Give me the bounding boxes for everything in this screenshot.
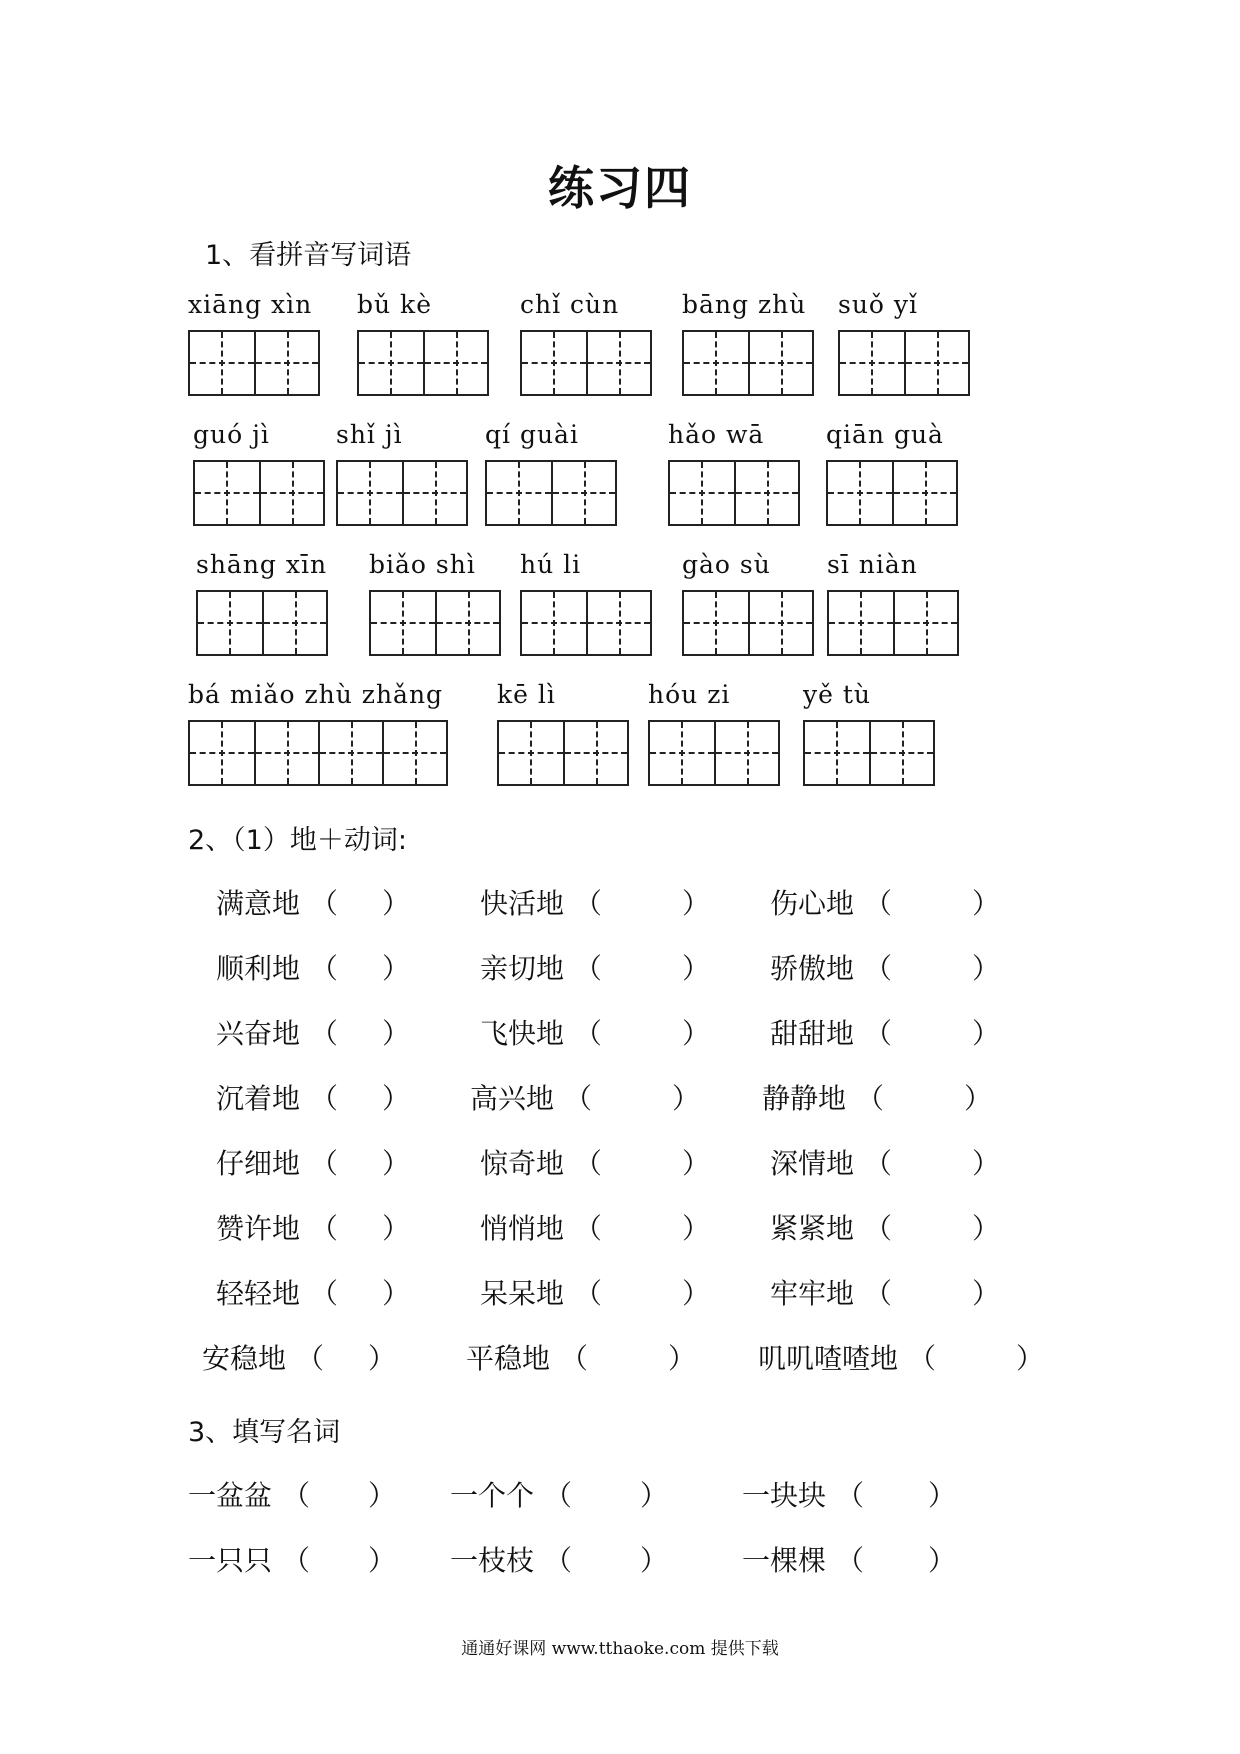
pinyin-label: qí guài: [485, 420, 579, 449]
word-label: 一棵棵: [742, 1544, 827, 1577]
tianzige-cell[interactable]: [586, 592, 650, 654]
answer-blank-open[interactable]: （: [574, 1017, 603, 1050]
answer-blank-open[interactable]: （: [310, 1147, 339, 1180]
answer-blank-close: ）: [972, 1147, 1001, 1180]
answer-blank-close: ）: [382, 887, 411, 920]
answer-blank-close: ）: [682, 1277, 711, 1310]
tianzige-cell[interactable]: [829, 592, 893, 654]
section1-heading: 1、看拼音写词语: [205, 240, 412, 271]
tianzige-cell[interactable]: [828, 462, 892, 524]
answer-blank-close: ）: [964, 1082, 993, 1115]
answer-blank-close: ）: [672, 1082, 701, 1115]
answer-blank-open[interactable]: （: [310, 1212, 339, 1245]
answer-blank-open[interactable]: （: [310, 1277, 339, 1310]
tianzige-cell[interactable]: [893, 592, 957, 654]
tianzige-cell[interactable]: [338, 462, 402, 524]
answer-blank-open[interactable]: （: [544, 1544, 573, 1577]
word-label: 仔细地: [216, 1147, 301, 1180]
answer-blank-open[interactable]: （: [282, 1544, 311, 1577]
answer-blank-close: ）: [382, 1147, 411, 1180]
word-label: 兴奋地: [216, 1017, 301, 1050]
answer-blank-close: ）: [640, 1544, 669, 1577]
tianzige-cell[interactable]: [190, 722, 254, 784]
pinyin-label: chǐ cùn: [520, 290, 620, 319]
answer-blank-close: ）: [382, 1082, 411, 1115]
word-label: 满意地: [216, 887, 301, 920]
answer-blank-close: ）: [682, 1017, 711, 1050]
answer-blank-close: ）: [382, 1017, 411, 1050]
tianzige-cell[interactable]: [684, 592, 748, 654]
answer-blank-close: ）: [368, 1342, 397, 1375]
tianzige-cell[interactable]: [318, 722, 382, 784]
answer-blank-open[interactable]: （: [574, 1212, 603, 1245]
section2-heading: 2、（1）地＋动词:: [188, 825, 407, 856]
pinyin-label: hóu zi: [648, 680, 731, 709]
tianzige-cell[interactable]: [892, 462, 956, 524]
answer-blank-close: ）: [368, 1544, 397, 1577]
word-label: 紧紧地: [770, 1212, 855, 1245]
word-label: 顺利地: [216, 952, 301, 985]
tianzige-cell[interactable]: [487, 462, 551, 524]
answer-blank-open[interactable]: （: [310, 1082, 339, 1115]
word-label: 牢牢地: [770, 1277, 855, 1310]
answer-blank-open[interactable]: （: [310, 1017, 339, 1050]
word-label: 一枝枝: [450, 1544, 535, 1577]
answer-blank-close: ）: [928, 1479, 957, 1512]
answer-blank-open[interactable]: （: [856, 1082, 885, 1115]
answer-blank-close: ）: [928, 1544, 957, 1577]
answer-blank-close: ）: [368, 1479, 397, 1512]
answer-blank-close: ）: [1016, 1342, 1045, 1375]
pinyin-label: biǎo shì: [369, 550, 476, 579]
pinyin-label: kē lì: [497, 680, 556, 709]
word-label: 呆呆地: [480, 1277, 565, 1310]
tianzige-cell[interactable]: [522, 592, 586, 654]
writing-grid[interactable]: [188, 330, 320, 396]
footer: 通通好课网 www.tthaoke.com 提供下载: [461, 1639, 779, 1659]
answer-blank-open[interactable]: （: [864, 1147, 893, 1180]
writing-grid[interactable]: [827, 590, 959, 656]
answer-blank-close: ）: [972, 1212, 1001, 1245]
answer-blank-open[interactable]: （: [574, 952, 603, 985]
tianzige-cell[interactable]: [684, 332, 748, 394]
answer-blank-open[interactable]: （: [836, 1479, 865, 1512]
writing-grid[interactable]: [826, 460, 958, 526]
pinyin-label: gào sù: [682, 550, 771, 579]
writing-grid[interactable]: [497, 720, 629, 786]
writing-grid[interactable]: [369, 590, 501, 656]
word-label: 亲切地: [480, 952, 565, 985]
word-label: 伤心地: [770, 887, 855, 920]
pinyin-label: shǐ jì: [336, 420, 403, 449]
pinyin-label: sī niàn: [827, 550, 918, 579]
answer-blank-open[interactable]: （: [864, 1212, 893, 1245]
pinyin-label: xiāng xìn: [188, 290, 313, 319]
pinyin-label: shāng xīn: [196, 550, 328, 579]
answer-blank-close: ）: [382, 1212, 411, 1245]
word-label: 深情地: [770, 1147, 855, 1180]
tianzige-cell[interactable]: [435, 592, 499, 654]
tianzige-cell[interactable]: [254, 332, 318, 394]
word-label: 一个个: [450, 1479, 535, 1512]
tianzige-cell[interactable]: [402, 462, 466, 524]
pinyin-label: bǔ kè: [357, 290, 432, 319]
tianzige-cell[interactable]: [714, 722, 778, 784]
word-label: 高兴地: [470, 1082, 555, 1115]
tianzige-cell[interactable]: [904, 332, 968, 394]
tianzige-cell[interactable]: [259, 462, 323, 524]
answer-blank-open[interactable]: （: [310, 887, 339, 920]
tianzige-cell[interactable]: [563, 722, 627, 784]
answer-blank-close: ）: [972, 887, 1001, 920]
answer-blank-close: ）: [682, 952, 711, 985]
writing-grid[interactable]: [682, 590, 814, 656]
answer-blank-close: ）: [682, 1147, 711, 1180]
tianzige-cell[interactable]: [670, 462, 734, 524]
writing-grid[interactable]: [336, 460, 468, 526]
writing-grid[interactable]: [682, 330, 814, 396]
word-label: 快活地: [480, 887, 565, 920]
tianzige-cell[interactable]: [650, 722, 714, 784]
writing-grid[interactable]: [196, 590, 328, 656]
answer-blank-open[interactable]: （: [836, 1544, 865, 1577]
answer-blank-close: ）: [640, 1479, 669, 1512]
answer-blank-open[interactable]: （: [574, 887, 603, 920]
word-label: 骄傲地: [770, 952, 855, 985]
word-label: 一只只: [188, 1544, 273, 1577]
word-label: 平稳地: [466, 1342, 551, 1375]
tianzige-cell[interactable]: [423, 332, 487, 394]
pinyin-label: hǎo wā: [668, 420, 765, 449]
answer-blank-open[interactable]: （: [864, 1277, 893, 1310]
tianzige-cell[interactable]: [190, 332, 254, 394]
tianzige-cell[interactable]: [748, 332, 812, 394]
answer-blank-close: ）: [668, 1342, 697, 1375]
tianzige-cell[interactable]: [371, 592, 435, 654]
tianzige-cell[interactable]: [262, 592, 326, 654]
writing-grid[interactable]: [520, 330, 652, 396]
answer-blank-open[interactable]: （: [310, 952, 339, 985]
writing-grid[interactable]: [838, 330, 970, 396]
pinyin-label: suǒ yǐ: [838, 290, 919, 319]
tianzige-cell[interactable]: [840, 332, 904, 394]
answer-blank-open[interactable]: （: [560, 1342, 589, 1375]
tianzige-cell[interactable]: [805, 722, 869, 784]
answer-blank-close: ）: [972, 1017, 1001, 1050]
tianzige-cell[interactable]: [382, 722, 446, 784]
tianzige-cell[interactable]: [198, 592, 262, 654]
tianzige-cell[interactable]: [869, 722, 933, 784]
answer-blank-open[interactable]: （: [564, 1082, 593, 1115]
answer-blank-close: ）: [682, 887, 711, 920]
writing-grid[interactable]: [485, 460, 617, 526]
word-label: 沉着地: [216, 1082, 301, 1115]
answer-blank-open[interactable]: （: [574, 1277, 603, 1310]
word-label: 静静地: [762, 1082, 847, 1115]
pinyin-label: bāng zhù: [682, 290, 807, 319]
tianzige-cell[interactable]: [734, 462, 798, 524]
pinyin-label: guó jì: [193, 420, 270, 449]
answer-blank-close: ）: [382, 1277, 411, 1310]
word-label: 悄悄地: [480, 1212, 565, 1245]
answer-blank-close: ）: [972, 952, 1001, 985]
writing-grid[interactable]: [357, 330, 489, 396]
word-label: 惊奇地: [480, 1147, 565, 1180]
answer-blank-open[interactable]: （: [864, 1017, 893, 1050]
word-label: 甜甜地: [770, 1017, 855, 1050]
word-label: 安稳地: [202, 1342, 287, 1375]
tianzige-cell[interactable]: [499, 722, 563, 784]
pinyin-label: bá miǎo zhù zhǎng: [188, 680, 444, 709]
word-label: 赞许地: [216, 1212, 301, 1245]
pinyin-label: hú li: [520, 550, 582, 579]
answer-blank-open[interactable]: （: [574, 1147, 603, 1180]
word-label: 轻轻地: [216, 1277, 301, 1310]
answer-blank-open[interactable]: （: [864, 952, 893, 985]
tianzige-cell[interactable]: [254, 722, 318, 784]
word-label: 飞快地: [480, 1017, 565, 1050]
writing-grid[interactable]: [803, 720, 935, 786]
writing-grid[interactable]: [668, 460, 800, 526]
pinyin-label: qiān guà: [826, 420, 944, 449]
writing-grid[interactable]: [193, 460, 325, 526]
word-label: 一块块: [742, 1479, 827, 1512]
section3-heading: 3、填写名词: [188, 1417, 341, 1448]
word-label: 叽叽喳喳地: [758, 1342, 899, 1375]
tianzige-cell[interactable]: [359, 332, 423, 394]
word-label: 一盆盆: [188, 1479, 273, 1512]
tianzige-cell[interactable]: [586, 332, 650, 394]
pinyin-label: yě tù: [803, 680, 872, 709]
answer-blank-open[interactable]: （: [282, 1479, 311, 1512]
answer-blank-close: ）: [682, 1212, 711, 1245]
page-title: 练习四: [548, 161, 692, 215]
tianzige-cell[interactable]: [522, 332, 586, 394]
tianzige-cell[interactable]: [195, 462, 259, 524]
writing-grid[interactable]: [648, 720, 780, 786]
answer-blank-open[interactable]: （: [908, 1342, 937, 1375]
answer-blank-open[interactable]: （: [864, 887, 893, 920]
answer-blank-open[interactable]: （: [544, 1479, 573, 1512]
writing-grid[interactable]: [520, 590, 652, 656]
answer-blank-open[interactable]: （: [296, 1342, 325, 1375]
tianzige-cell[interactable]: [551, 462, 615, 524]
tianzige-cell[interactable]: [748, 592, 812, 654]
answer-blank-close: ）: [972, 1277, 1001, 1310]
answer-blank-close: ）: [382, 952, 411, 985]
writing-grid[interactable]: [188, 720, 448, 786]
